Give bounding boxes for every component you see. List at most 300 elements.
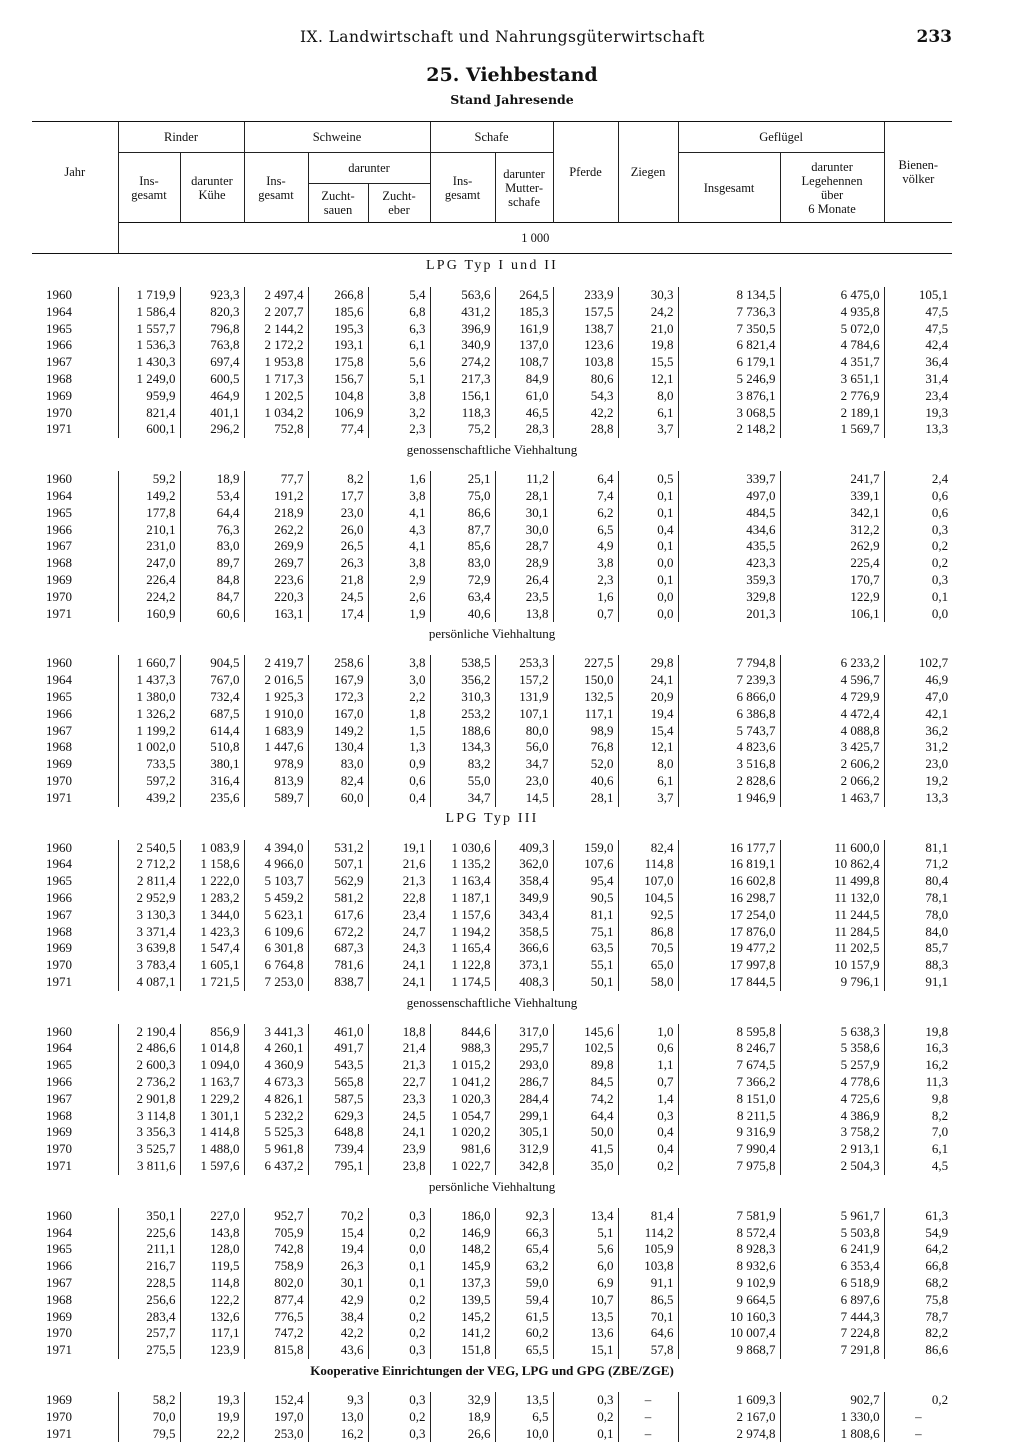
table-cell: 98,9 [553, 723, 618, 740]
table-cell: 1 283,2 [180, 890, 244, 907]
table-cell: 581,2 [308, 890, 368, 907]
table-cell: 220,3 [244, 589, 308, 606]
table-row [32, 1091, 952, 1108]
table-cell: 434,6 [678, 522, 780, 539]
table-cell: 21,3 [368, 1057, 430, 1074]
table-cell: 103,8 [553, 354, 618, 371]
table-cell: 264,5 [495, 287, 553, 304]
table-cell: 6 518,9 [780, 1275, 884, 1292]
table-cell: 68,2 [884, 1275, 952, 1292]
table-cell: 21,3 [368, 873, 430, 890]
row-year: 1965 [32, 321, 118, 338]
table-cell: 562,9 [308, 873, 368, 890]
table-cell: 257,7 [118, 1325, 180, 1342]
table-cell: 15,5 [618, 354, 678, 371]
table-cell: 6,0 [553, 1258, 618, 1275]
table-cell: 104,8 [308, 388, 368, 405]
table-cell: 84,9 [495, 371, 553, 388]
table-cell: 30,1 [495, 505, 553, 522]
table-cell: 59,0 [495, 1275, 553, 1292]
table-cell: 55,1 [553, 957, 618, 974]
table-cell: 0,3 [368, 1342, 430, 1359]
table-cell: 17,7 [308, 488, 368, 505]
table-cell: 1 222,0 [180, 873, 244, 890]
table-cell: 747,2 [244, 1325, 308, 1342]
section-title: LPG Typ III [32, 807, 952, 830]
table-cell: 11 132,0 [780, 890, 884, 907]
table-cell: 1 536,3 [118, 337, 180, 354]
table-cell: 1 194,2 [430, 924, 495, 941]
table-cell: 6 353,4 [780, 1258, 884, 1275]
table-cell: 4 823,6 [678, 739, 780, 756]
table-cell: 565,8 [308, 1074, 368, 1091]
table-cell: 19,1 [368, 840, 430, 857]
table-cell: 2 172,2 [244, 337, 308, 354]
table-cell: 687,3 [308, 940, 368, 957]
table-row [32, 840, 952, 857]
table-cell: 2 913,1 [780, 1141, 884, 1158]
table-cell: 1 488,0 [180, 1141, 244, 1158]
table-cell: 26,0 [308, 522, 368, 539]
table-cell: 197,0 [244, 1409, 308, 1426]
table-cell: 739,4 [308, 1141, 368, 1158]
table-cell: 64,4 [553, 1108, 618, 1125]
header-jahr: Jahr [32, 122, 118, 223]
table-cell: 15,4 [618, 723, 678, 740]
row-year: 1970 [32, 1325, 118, 1342]
table-cell: 12,1 [618, 739, 678, 756]
table-cell: 269,9 [244, 538, 308, 555]
header-schweine: Schweine [244, 122, 430, 153]
table-cell: 55,0 [430, 773, 495, 790]
table-cell: 1 430,3 [118, 354, 180, 371]
table-cell: 396,9 [430, 321, 495, 338]
table-cell: 19,2 [884, 773, 952, 790]
table-cell: 22,8 [368, 890, 430, 907]
table-cell: 795,1 [308, 1158, 368, 1175]
table-cell: 310,3 [430, 689, 495, 706]
section-spacer [32, 277, 952, 287]
table-cell: 2 207,7 [244, 304, 308, 321]
table-cell: 31,4 [884, 371, 952, 388]
table-cell: 6,5 [553, 522, 618, 539]
table-cell: 1 717,3 [244, 371, 308, 388]
table-cell: 23,8 [368, 1158, 430, 1175]
table-cell: 329,8 [678, 589, 780, 606]
table-cell: 648,8 [308, 1124, 368, 1141]
table-cell: 0,2 [368, 1309, 430, 1326]
table-cell: 50,1 [553, 974, 618, 991]
table-cell: 122,9 [780, 589, 884, 606]
table-cell: 2 144,2 [244, 321, 308, 338]
table-cell: 78,7 [884, 1309, 952, 1326]
table-cell: 256,6 [118, 1292, 180, 1309]
table-cell: 8 932,6 [678, 1258, 780, 1275]
table-cell: 1 344,0 [180, 907, 244, 924]
table-cell: 0,1 [368, 1258, 430, 1275]
table-cell: 61,0 [495, 388, 553, 405]
header-zuchtsauen: Zucht- sauen [308, 184, 368, 223]
table-cell: 258,6 [308, 655, 368, 672]
table-cell: 4 935,8 [780, 304, 884, 321]
table-cell: 7 253,0 [244, 974, 308, 991]
table-cell: 507,1 [308, 856, 368, 873]
table-cell: 7 990,4 [678, 1141, 780, 1158]
table-cell: 904,5 [180, 655, 244, 672]
table-cell: 1 326,2 [118, 706, 180, 723]
table-cell: 188,6 [430, 723, 495, 740]
table-cell: 186,0 [430, 1208, 495, 1225]
table-cell: 10 007,4 [678, 1325, 780, 1342]
table-cell: 1 447,6 [244, 739, 308, 756]
table-cell: 923,3 [180, 287, 244, 304]
table-cell: 6 179,1 [678, 354, 780, 371]
table-cell: 4 729,9 [780, 689, 884, 706]
table-cell: 64,4 [180, 505, 244, 522]
table-cell: 1 721,5 [180, 974, 244, 991]
table-cell: – [618, 1426, 678, 1442]
table-cell: 89,7 [180, 555, 244, 572]
table-cell: 60,0 [308, 790, 368, 807]
table-cell: 119,5 [180, 1258, 244, 1275]
table-cell: 3,2 [368, 405, 430, 422]
row-year: 1967 [32, 1275, 118, 1292]
table-cell: 821,4 [118, 405, 180, 422]
table-cell: 8 151,0 [678, 1091, 780, 1108]
table-cell: 0,6 [618, 1040, 678, 1057]
table-cell: 7 736,3 [678, 304, 780, 321]
row-year: 1969 [32, 940, 118, 957]
table-cell: 1 414,8 [180, 1124, 244, 1141]
table-cell: 5 961,8 [244, 1141, 308, 1158]
table-cell: 5 246,9 [678, 371, 780, 388]
section-header-row [32, 438, 952, 461]
table-row [32, 1241, 952, 1258]
table-cell: 5 503,8 [780, 1225, 884, 1242]
table-cell: 1 301,1 [180, 1108, 244, 1125]
table-cell: 13,3 [884, 421, 952, 438]
table-cell: 4 260,1 [244, 1040, 308, 1057]
row-year: 1971 [32, 1158, 118, 1175]
table-cell: 1 135,2 [430, 856, 495, 873]
header-schafe: Schafe [430, 122, 553, 153]
table-cell: 510,8 [180, 739, 244, 756]
table-cell: 227,0 [180, 1208, 244, 1225]
table-cell: 42,2 [553, 405, 618, 422]
table-cell: 2 776,9 [780, 388, 884, 405]
table-cell: 781,6 [308, 957, 368, 974]
table-cell: 102,5 [553, 1040, 618, 1057]
table-cell: 105,1 [884, 287, 952, 304]
header-unit-spacer [32, 223, 118, 254]
table-cell: 0,0 [884, 606, 952, 623]
table-cell: 81,1 [884, 840, 952, 857]
table-row [32, 1158, 952, 1175]
section-spacer [32, 1198, 952, 1208]
table-cell: 269,7 [244, 555, 308, 572]
table-cell: 752,8 [244, 421, 308, 438]
table-cell: 2 190,4 [118, 1024, 180, 1041]
row-year: 1967 [32, 907, 118, 924]
table-cell: 5 103,7 [244, 873, 308, 890]
row-year: 1970 [32, 957, 118, 974]
table-cell: 40,6 [430, 606, 495, 623]
table-cell: 106,1 [780, 606, 884, 623]
table-cell: 1,4 [618, 1091, 678, 1108]
table-cell: 83,2 [430, 756, 495, 773]
row-year: 1964 [32, 1225, 118, 1242]
table-cell: 4 472,4 [780, 706, 884, 723]
table-cell: 2 952,9 [118, 890, 180, 907]
table-cell: 13,3 [884, 790, 952, 807]
table-cell: 46,5 [495, 405, 553, 422]
table-cell: 1 199,2 [118, 723, 180, 740]
table-row [32, 488, 952, 505]
table-cell: 1 946,9 [678, 790, 780, 807]
table-cell: 9,3 [308, 1392, 368, 1409]
table-cell: 102,7 [884, 655, 952, 672]
table-cell: 23,0 [495, 773, 553, 790]
table-cell: 35,0 [553, 1158, 618, 1175]
table-cell: 23,0 [308, 505, 368, 522]
table-row [32, 924, 952, 941]
row-year: 1965 [32, 505, 118, 522]
table-cell: 130,4 [308, 739, 368, 756]
table-cell: 1,8 [368, 706, 430, 723]
table-cell: 1 174,5 [430, 974, 495, 991]
table-cell: – [884, 1426, 952, 1442]
table-cell: 2,9 [368, 572, 430, 589]
section-spacer [32, 1382, 952, 1392]
table-cell: 2,3 [553, 572, 618, 589]
table-cell: 3 441,3 [244, 1024, 308, 1041]
table-cell: 0,6 [884, 505, 952, 522]
table-cell: 103,8 [618, 1258, 678, 1275]
table-cell: 2 189,1 [780, 405, 884, 422]
table-cell: 70,5 [618, 940, 678, 957]
table-cell: 92,3 [495, 1208, 553, 1225]
table-cell: 72,9 [430, 572, 495, 589]
table-cell: 31,2 [884, 739, 952, 756]
table-cell: 107,0 [618, 873, 678, 890]
table-row [32, 655, 952, 672]
table-cell: 160,9 [118, 606, 180, 623]
table-cell: 235,6 [180, 790, 244, 807]
table-cell: 22,2 [180, 1426, 244, 1442]
table-cell: 6,1 [884, 1141, 952, 1158]
table-cell: 0,2 [368, 1409, 430, 1426]
table-cell: 58,2 [118, 1392, 180, 1409]
table-cell: 1 683,9 [244, 723, 308, 740]
page-number: 233 [917, 27, 953, 47]
table-cell: 0,0 [618, 606, 678, 623]
section-title: Kooperative Einrichtungen der VEG, LPG und GPG (ZBE/ZGE) [32, 1359, 952, 1382]
table-cell: 6,8 [368, 304, 430, 321]
table-cell: 0,6 [368, 773, 430, 790]
table-cell: 4 394,0 [244, 840, 308, 857]
table-cell: 131,9 [495, 689, 553, 706]
table-cell: 43,6 [308, 1342, 368, 1359]
table-cell: 0,0 [368, 1241, 430, 1258]
table-cell: 343,4 [495, 907, 553, 924]
table-cell: 1 557,7 [118, 321, 180, 338]
table-cell: 19,3 [884, 405, 952, 422]
table-cell: 1 202,5 [244, 388, 308, 405]
table-cell: 64,2 [884, 1241, 952, 1258]
table-cell: 145,6 [553, 1024, 618, 1041]
row-year: 1966 [32, 337, 118, 354]
table-cell: 902,7 [780, 1392, 884, 1409]
table-cell: 16,3 [884, 1040, 952, 1057]
table-cell: – [884, 1409, 952, 1426]
table-cell: 227,5 [553, 655, 618, 672]
table-cell: 6 475,0 [780, 287, 884, 304]
table-cell: 80,4 [884, 873, 952, 890]
table-row [32, 1124, 952, 1141]
row-year: 1970 [32, 1141, 118, 1158]
table-row [32, 957, 952, 974]
table-cell: 59,2 [118, 471, 180, 488]
table-row [32, 706, 952, 723]
table-cell: 1,5 [368, 723, 430, 740]
table-cell: 114,8 [180, 1275, 244, 1292]
table-cell: 0,3 [553, 1392, 618, 1409]
table-cell: 978,9 [244, 756, 308, 773]
table-cell: 0,9 [368, 756, 430, 773]
table-cell: 59,4 [495, 1292, 553, 1309]
row-year: 1969 [32, 756, 118, 773]
table-cell: 3 114,8 [118, 1108, 180, 1125]
table-cell: 92,5 [618, 907, 678, 924]
table-cell: 177,8 [118, 505, 180, 522]
table-cell: 2 736,2 [118, 1074, 180, 1091]
table-cell: 22,7 [368, 1074, 430, 1091]
section-header-row [32, 254, 952, 278]
table-cell: 339,1 [780, 488, 884, 505]
table-cell: 7 444,3 [780, 1309, 884, 1326]
table-cell: 4 596,7 [780, 672, 884, 689]
table-cell: 763,8 [180, 337, 244, 354]
table-cell: 296,2 [180, 421, 244, 438]
section-header-row [32, 1359, 952, 1382]
table-cell: 0,3 [884, 522, 952, 539]
row-year: 1970 [32, 773, 118, 790]
table-cell: 0,5 [618, 471, 678, 488]
table-cell: 776,5 [244, 1309, 308, 1326]
row-year: 1967 [32, 723, 118, 740]
table-cell: 28,3 [495, 421, 553, 438]
table-cell: 1 157,6 [430, 907, 495, 924]
table-cell: 40,6 [553, 773, 618, 790]
table-cell: 137,3 [430, 1275, 495, 1292]
table-cell: 118,3 [430, 405, 495, 422]
table-cell: 3 758,2 [780, 1124, 884, 1141]
table-cell: 56,0 [495, 739, 553, 756]
table-cell: 26,5 [308, 538, 368, 555]
table-cell: 83,0 [308, 756, 368, 773]
table-cell: 3 783,4 [118, 957, 180, 974]
table-cell: 0,2 [368, 1225, 430, 1242]
table-cell: 7 224,8 [780, 1325, 884, 1342]
table-cell: 76,3 [180, 522, 244, 539]
table-cell: 0,2 [884, 1392, 952, 1409]
table-cell: 81,4 [618, 1208, 678, 1225]
table-cell: 0,1 [368, 1275, 430, 1292]
table-cell: 7 794,8 [678, 655, 780, 672]
table-cell: 70,0 [118, 1409, 180, 1426]
table-cell: 28,1 [553, 790, 618, 807]
table-cell: 2 148,2 [678, 421, 780, 438]
table-row [32, 790, 952, 807]
table-cell: 24,5 [308, 589, 368, 606]
table-cell: 8 572,4 [678, 1225, 780, 1242]
table-cell: 89,8 [553, 1057, 618, 1074]
table-cell: 123,6 [553, 337, 618, 354]
table-cell: 17,4 [308, 606, 368, 623]
table-cell: 146,9 [430, 1225, 495, 1242]
row-year: 1968 [32, 555, 118, 572]
table-row [32, 723, 952, 740]
table-cell: 5,1 [553, 1225, 618, 1242]
table-cell: 13,0 [308, 1409, 368, 1426]
table-cell: 491,7 [308, 1040, 368, 1057]
row-year: 1968 [32, 739, 118, 756]
table-cell: 145,2 [430, 1309, 495, 1326]
table-cell: 802,0 [244, 1275, 308, 1292]
table-cell: 7,4 [553, 488, 618, 505]
table-cell: 1 569,7 [780, 421, 884, 438]
table-cell: 24,3 [368, 940, 430, 957]
table-cell: 10 862,4 [780, 856, 884, 873]
table-cell: 71,2 [884, 856, 952, 873]
table-cell: 16 298,7 [678, 890, 780, 907]
row-year: 1960 [32, 1024, 118, 1041]
table-cell: 2 974,8 [678, 1426, 780, 1442]
table-cell: 0,1 [618, 572, 678, 589]
table-cell: 6,1 [618, 405, 678, 422]
table-cell: 24,1 [368, 974, 430, 991]
table-cell: 538,5 [430, 655, 495, 672]
table-cell: 5 358,6 [780, 1040, 884, 1057]
table-cell: 1 163,4 [430, 873, 495, 890]
table-cell: 0,1 [618, 538, 678, 555]
table-cell: 36,2 [884, 723, 952, 740]
table-title: 25. Viehbestand [0, 64, 1024, 86]
table-cell: 46,9 [884, 672, 952, 689]
table-cell: 152,4 [244, 1392, 308, 1409]
table-cell: 705,9 [244, 1225, 308, 1242]
table-cell: 1 910,0 [244, 706, 308, 723]
table-cell: 8 928,3 [678, 1241, 780, 1258]
header-gefluegel: Geflügel [678, 122, 884, 153]
table-cell: 3 068,5 [678, 405, 780, 422]
table-cell: 358,5 [495, 924, 553, 941]
table-cell: 79,5 [118, 1426, 180, 1442]
table-cell: 105,9 [618, 1241, 678, 1258]
row-year: 1970 [32, 1409, 118, 1426]
table-cell: 216,7 [118, 1258, 180, 1275]
section-spacer [32, 830, 952, 840]
table-cell: 4 087,1 [118, 974, 180, 991]
table-cell: 170,7 [780, 572, 884, 589]
row-year: 1960 [32, 471, 118, 488]
table-cell: 4 673,3 [244, 1074, 308, 1091]
table-cell: 5 961,7 [780, 1208, 884, 1225]
table-cell: 952,7 [244, 1208, 308, 1225]
table-cell: 1 423,3 [180, 924, 244, 941]
table-row [32, 974, 952, 991]
table-row [32, 1342, 952, 1359]
